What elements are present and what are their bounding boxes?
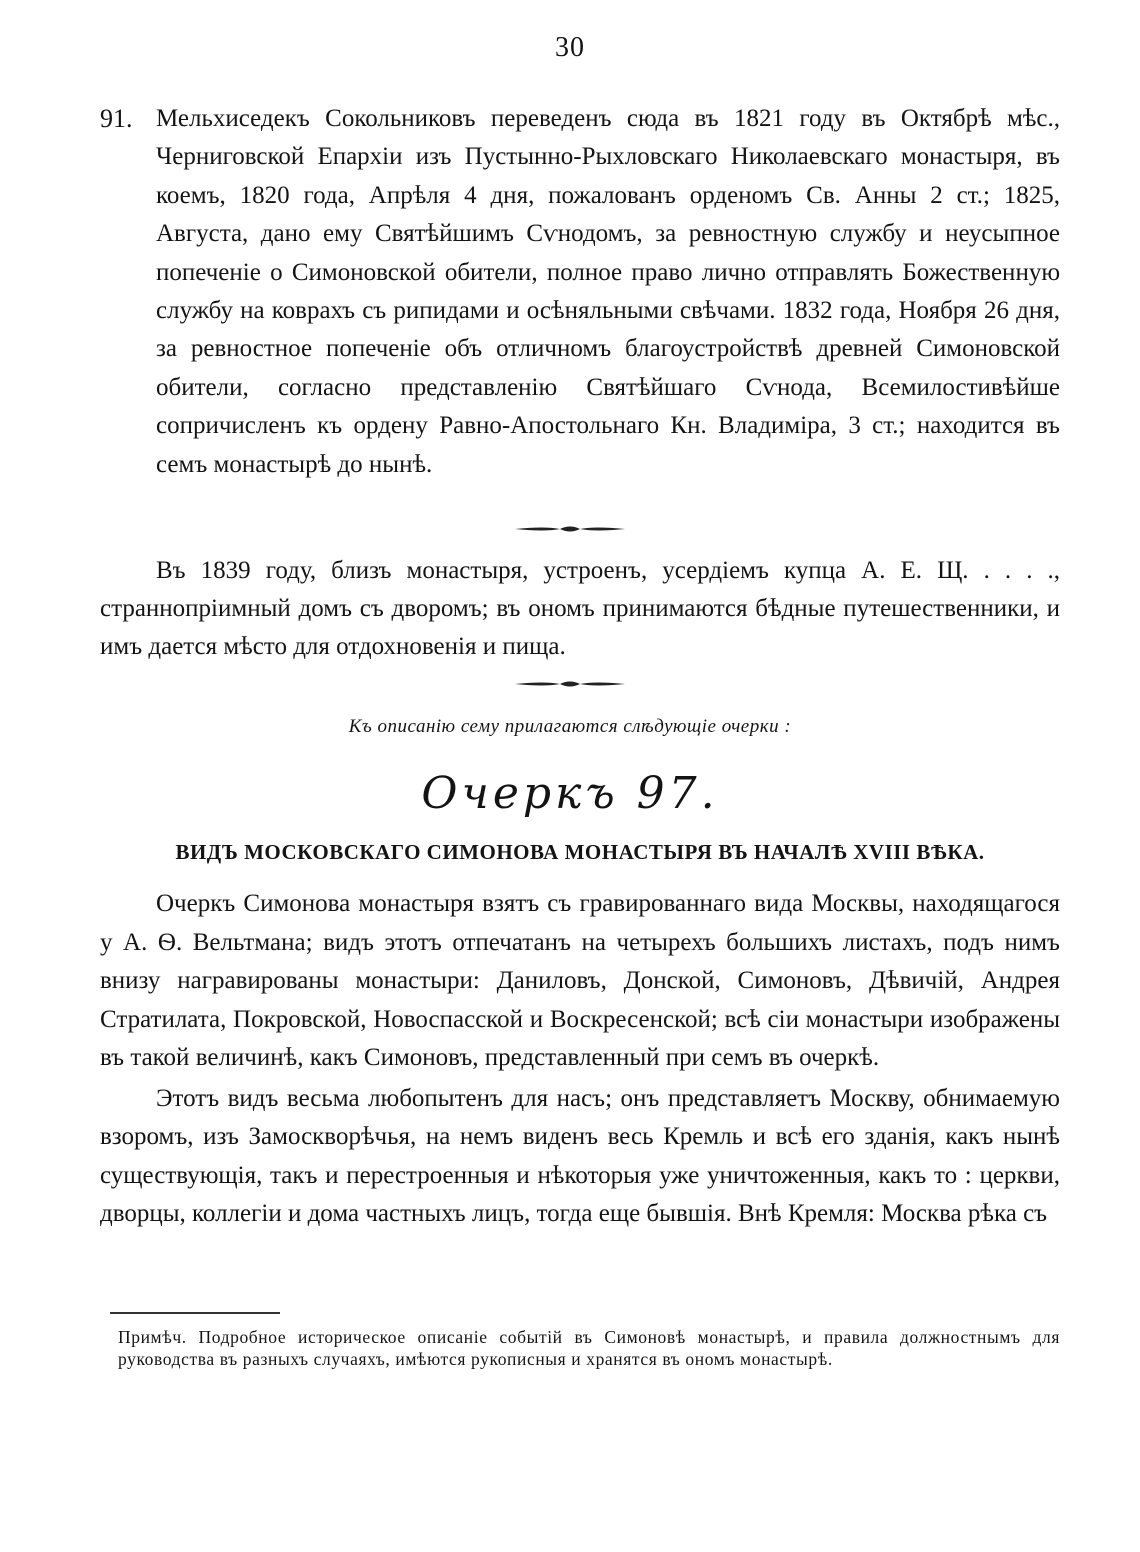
hospice-paragraph: Въ 1839 году, близъ монастыря, устроенъ, усердіемъ купца А. Е. Щ. . . . ., страннопріимный домъ съ дворомъ; въ ономъ принимаются бѣдные путешественники, и имъ дается мѣсто для отдохновенія и пища. <box>100 557 1060 660</box>
footnote: Примѣч. Подробное историческое описаніе событій въ Симоновѣ монастырѣ, и правила должностнымъ для руководства въ разныхъ случаяхъ, имѣются рукописныя и хранятся въ ономъ монастырѣ. <box>118 1327 1060 1369</box>
divider-ornament-icon <box>515 677 625 691</box>
ornamental-divider <box>0 677 1140 691</box>
entry-91 <box>100 100 1060 484</box>
page-number: 30 <box>555 32 585 63</box>
ornamental-divider <box>0 522 1140 536</box>
entry-text: Мельхиседекъ Сокольниковъ переведенъ сюда въ 1821 году въ Октябрѣ мѣс., Черниговской Епархіи изъ Пустынно-Рыхловскаго Николаевскаго монастыря, въ коемъ, 1820 года, Апрѣля 4 дня, пожалованъ орденомъ Св. Анны 2 ст.; 1825, Августа, дано ему Святѣйшимъ Сѵнодомъ, за ревностную службу и неусыпное попеченіе о Симоновской обители, полное право лично отправлять Божественную службу на коврахъ съ рипидами и осѣняльными свѣчами. 1832 года, Ноября 26 дня, за ревностное попеченіе объ отличномъ благоустройствѣ древней Симоновской обители, согласно представленію Святѣйшаго Сѵнода, Всемилостивѣйше сопричисленъ къ ордену Равно-Апостольнаго Кн. Владиміра, 3 ст.; находится въ семъ монастырѣ до нынѣ. <box>156 105 1060 478</box>
footnote-rule <box>110 1312 280 1314</box>
entry-number: 91. <box>100 104 133 133</box>
sketch-heading: Очеркъ 97. <box>421 768 719 819</box>
sketch-paragraph: Этотъ видъ весьма любопытенъ для насъ; онъ представляетъ Москву, обнимаемую взоромъ, изъ Замоскворѣчья, на немъ виденъ весь Кремль и всѣ его зданія, какъ нынѣ существующія, такъ и перестроенныя и нѣкоторыя уже уничтоженныя, какъ то : церкви, дворцы, коллегіи и дома частныхъ лицъ, тогда еще бывшія. Внѣ Кремля: Москва рѣка съ <box>100 1084 1060 1227</box>
divider-ornament-icon <box>515 522 625 536</box>
sketch-subtitle: ВИДЪ МОСКОВСКАГО СИМОНОВА МОНАСТЫРЯ ВЪ НАЧАЛѢ XVIII ВѢКА. <box>175 840 985 864</box>
sketch-body <box>100 885 1060 1234</box>
sketch-paragraph: Очеркъ Симонова монастыря взятъ съ гравированнаго вида Москвы, находящагося у А. Ѳ. Вельтмана; видъ этотъ отпечатанъ на четырехъ большихъ листахъ, подъ нимъ внизу награвированы монастыри: Даниловъ, Донской, Симоновъ, Дѣвичій, Андрея Стратилата, Покровской, Новоспасской и Воскресенской; всѣ сіи монастыри изображены въ такой величинѣ, какъ Симоновъ, представленный при семъ въ очеркѣ. <box>100 890 1060 1071</box>
attachments-note: Къ описанію сему прилагаются слѣдующіе очерки : <box>348 716 792 737</box>
